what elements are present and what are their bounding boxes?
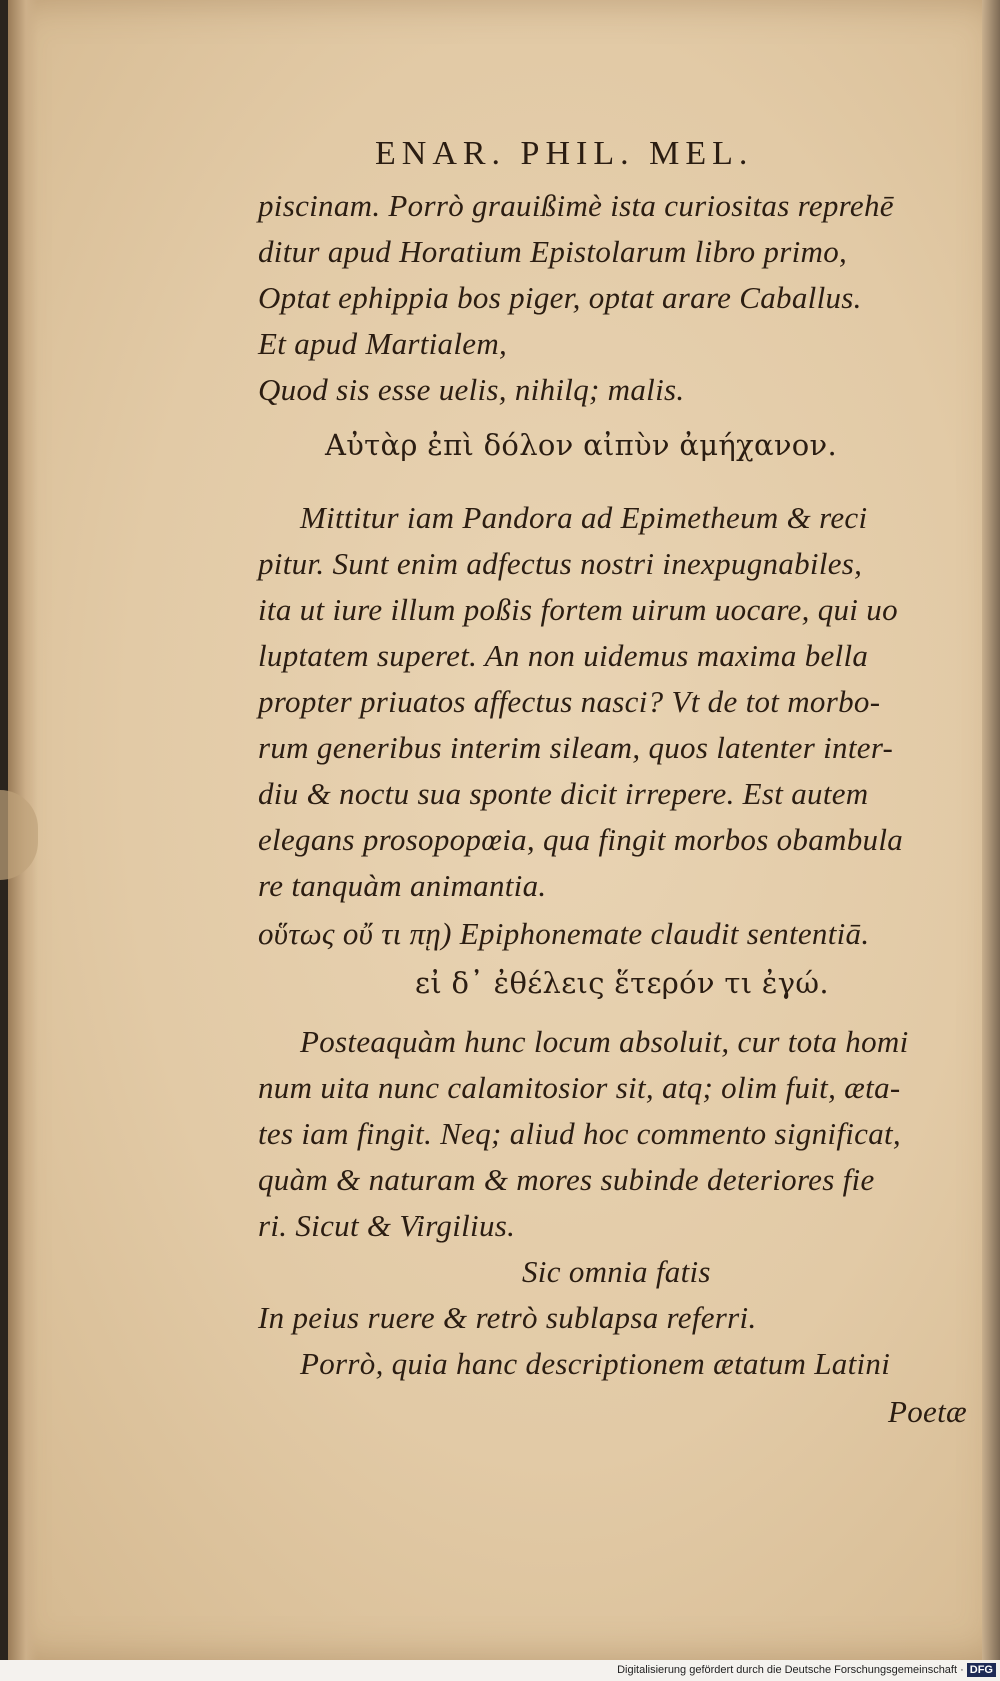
footer-text: Digitalisierung gefördert durch die Deutsche Forschungsgemeinschaft · <box>617 1664 964 1676</box>
catchword: Poetæ <box>888 1394 967 1429</box>
text-line: re tanquàm animantia. <box>258 868 547 903</box>
dfg-logo: DFG <box>967 1663 996 1677</box>
text-line: propter priuatos affectus nasci? Vt de tot morbo- <box>258 684 881 719</box>
text-line: Mittitur iam Pandora ad Epimetheum & reci <box>300 500 868 535</box>
greek-quote-line: εἰ δ᾽ ἐθέλεις ἕτερόν τι ἐγώ. <box>415 966 829 1000</box>
verse-line: In peius ruere & retrò sublapsa referri. <box>258 1300 757 1335</box>
text-line: ditur apud Horatium Epistolarum libro primo, <box>258 234 848 269</box>
text-line: diu & noctu sua sponte dicit irrepere. Est autem <box>258 776 869 811</box>
verse-line: Sic omnia fatis <box>522 1254 711 1289</box>
digitization-footer <box>0 1660 1000 1681</box>
text-line: piscinam. Porrò grauißimè ista curiositas reprehē <box>258 188 894 223</box>
text-line: quàm & naturam & mores subinde deteriores fie <box>258 1162 875 1197</box>
text-line: οὕτως οὔ τι πῃ) Epiphonemate claudit sententiā. <box>258 916 870 951</box>
text-line: elegans prosopopœia, qua fingit morbos obambula <box>258 822 904 857</box>
text-line: Et apud Martialem, <box>258 326 508 361</box>
running-header: ENAR. PHIL. MEL. <box>375 135 754 172</box>
text-line: Posteaquàm hunc locum absoluit, cur tota homi <box>300 1024 909 1059</box>
text-line: num uita nunc calamitosior sit, atq; olim fuit, æta- <box>258 1070 901 1105</box>
text-line: Porrò, quia hanc descriptionem ætatum Latini <box>300 1346 891 1381</box>
text-line: ri. Sicut & Virgilius. <box>258 1208 516 1243</box>
text-line: Quod sis esse uelis, nihilq; malis. <box>258 372 685 407</box>
text-line: rum generibus interim sileam, quos latenter inter- <box>258 730 894 765</box>
text-line: pitur. Sunt enim adfectus nostri inexpugnabiles, <box>258 546 863 581</box>
text-line: Optat ephippia bos piger, optat arare Caballus. <box>258 280 862 315</box>
text-line: tes iam fingit. Neq; aliud hoc commento significat, <box>258 1116 901 1151</box>
text-line: ita ut iure illum poßis fortem uirum uocare, qui uo <box>258 592 898 627</box>
text-line: luptatem superet. An non uidemus maxima bella <box>258 638 869 673</box>
greek-quote-line: Αὐτὰρ ἐπὶ δόλον αἰπὺν ἀμήχανον. <box>325 428 837 462</box>
